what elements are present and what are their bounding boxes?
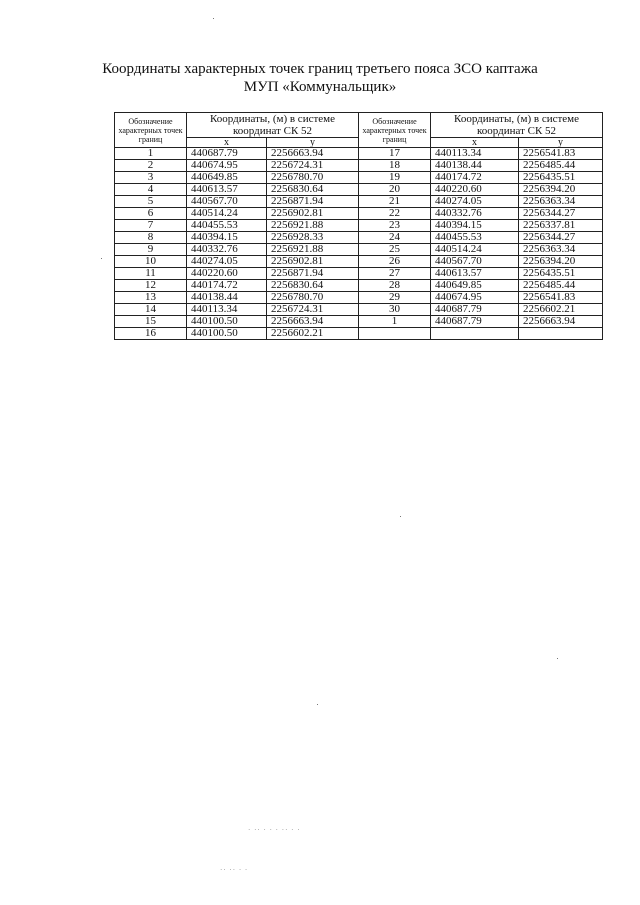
point-number-right: 26 (359, 256, 431, 268)
header-row (115, 113, 603, 138)
x-axis-label-left: x (187, 138, 267, 148)
designation-header-right: Обозначение характерных точек границ (359, 113, 431, 148)
x-coordinate-right: 440113.34 (431, 148, 519, 160)
scan-speck (317, 704, 318, 705)
y-coordinate-left: 2256871.94 (267, 196, 359, 208)
y-coordinate-right: 2256363.34 (519, 196, 603, 208)
y-coordinate-left: 2256780.70 (267, 292, 359, 304)
point-number-right: 25 (359, 244, 431, 256)
y-coordinate-right (519, 328, 603, 340)
x-coordinate-right: 440455.53 (431, 232, 519, 244)
table-row (115, 304, 603, 316)
y-coordinate-left: 2256921.88 (267, 244, 359, 256)
y-coordinate-left: 2256724.31 (267, 160, 359, 172)
x-coordinate-left: 440674.95 (187, 160, 267, 172)
x-coordinate-right: 440687.79 (431, 316, 519, 328)
y-coordinate-right: 2256344.27 (519, 232, 603, 244)
y-coordinate-right: 2256485.44 (519, 160, 603, 172)
point-number-left: 14 (115, 304, 187, 316)
y-coordinate-left: 2256902.81 (267, 208, 359, 220)
y-coordinate-left: 2256830.64 (267, 184, 359, 196)
y-coordinate-right: 2256485.44 (519, 280, 603, 292)
point-number-left: 11 (115, 268, 187, 280)
y-coordinate-left: 2256724.31 (267, 304, 359, 316)
x-coordinate-right: 440274.05 (431, 196, 519, 208)
point-number-left: 10 (115, 256, 187, 268)
x-coordinate-right: 440332.76 (431, 208, 519, 220)
point-number-left: 16 (115, 328, 187, 340)
point-number-left: 15 (115, 316, 187, 328)
x-coordinate-right: 440138.44 (431, 160, 519, 172)
x-coordinate-left: 440687.79 (187, 148, 267, 160)
x-axis-label-right: x (431, 138, 519, 148)
x-coordinate-left: 440455.53 (187, 220, 267, 232)
x-coordinate-right: 440220.60 (431, 184, 519, 196)
y-coordinate-right: 2256337.81 (519, 220, 603, 232)
scan-speck (557, 658, 558, 659)
table-body (115, 148, 603, 340)
table-row (115, 208, 603, 220)
point-number-right: 28 (359, 280, 431, 292)
x-coordinate-left: 440394.15 (187, 232, 267, 244)
point-number-left: 12 (115, 280, 187, 292)
table-row (115, 328, 603, 340)
point-number-right: 29 (359, 292, 431, 304)
point-number-right: 27 (359, 268, 431, 280)
y-coordinate-left: 2256663.94 (267, 148, 359, 160)
title-line-1: Координаты характерных точек границ третьего пояса ЗСО каптажа (102, 61, 538, 77)
point-number-left: 2 (115, 160, 187, 172)
title-line-2: МУП «Коммунальщик» (243, 79, 397, 95)
y-coordinate-right: 2256344.27 (519, 208, 603, 220)
table-row (115, 292, 603, 304)
table-row (115, 220, 603, 232)
scan-speck (400, 516, 401, 517)
y-axis-label-right: y (519, 138, 603, 148)
x-coordinate-left: 440613.57 (187, 184, 267, 196)
x-coordinate-left: 440100.50 (187, 316, 267, 328)
point-number-right: 21 (359, 196, 431, 208)
x-coordinate-right: 440174.72 (431, 172, 519, 184)
table-row (115, 316, 603, 328)
table-row (115, 184, 603, 196)
point-number-right: 22 (359, 208, 431, 220)
point-number-right: 17 (359, 148, 431, 160)
coord-header-right: Координаты, (м) в системе координат СК 52 (431, 113, 603, 138)
point-number-left: 9 (115, 244, 187, 256)
table-row (115, 244, 603, 256)
scan-noise: · ·· · · · ·· · · (248, 826, 301, 834)
x-coordinate-left: 440174.72 (187, 280, 267, 292)
designation-header-left: Обозначение характерных точек границ (115, 113, 187, 148)
x-coordinate-left: 440220.60 (187, 268, 267, 280)
y-coordinate-right: 2256435.51 (519, 172, 603, 184)
y-coordinate-right: 2256394.20 (519, 184, 603, 196)
table-row (115, 268, 603, 280)
point-number-right: 30 (359, 304, 431, 316)
x-coordinate-left: 440138.44 (187, 292, 267, 304)
y-coordinate-left: 2256871.94 (267, 268, 359, 280)
y-coordinate-left: 2256830.64 (267, 280, 359, 292)
y-coordinate-left: 2256602.21 (267, 328, 359, 340)
y-coordinate-right: 2256663.94 (519, 316, 603, 328)
y-coordinate-right: 2256541.83 (519, 292, 603, 304)
point-number-left: 13 (115, 292, 187, 304)
y-coordinate-right: 2256363.34 (519, 244, 603, 256)
y-coordinate-left: 2256780.70 (267, 172, 359, 184)
y-coordinate-left: 2256902.81 (267, 256, 359, 268)
x-coordinate-right: 440567.70 (431, 256, 519, 268)
point-number-right: 19 (359, 172, 431, 184)
x-coordinate-left: 440514.24 (187, 208, 267, 220)
coord-header-left: Координаты, (м) в системе координат СК 52 (187, 113, 359, 138)
point-number-left: 1 (115, 148, 187, 160)
table-row (115, 256, 603, 268)
point-number-left: 5 (115, 196, 187, 208)
scan-noise: ·· ·· · · (220, 866, 249, 874)
table-row (115, 160, 603, 172)
table-row (115, 196, 603, 208)
table-row (115, 280, 603, 292)
point-number-right: 20 (359, 184, 431, 196)
y-coordinate-right: 2256541.83 (519, 148, 603, 160)
x-coordinate-right: 440649.85 (431, 280, 519, 292)
x-coordinate-left: 440567.70 (187, 196, 267, 208)
y-coordinate-right: 2256435.51 (519, 268, 603, 280)
scan-speck (101, 258, 102, 259)
x-coordinate-left: 440332.76 (187, 244, 267, 256)
x-coordinate-right: 440674.95 (431, 292, 519, 304)
point-number-right: 24 (359, 232, 431, 244)
table-row (115, 148, 603, 160)
x-coordinate-right: 440394.15 (431, 220, 519, 232)
x-coordinate-right: 440613.57 (431, 268, 519, 280)
point-number-left: 7 (115, 220, 187, 232)
point-number-right: 1 (359, 316, 431, 328)
x-coordinate-right: 440687.79 (431, 304, 519, 316)
point-number-right (359, 328, 431, 340)
y-coordinate-left: 2256921.88 (267, 220, 359, 232)
table-row (115, 172, 603, 184)
point-number-left: 6 (115, 208, 187, 220)
y-axis-label-left: y (267, 138, 359, 148)
document-title (60, 60, 580, 96)
point-number-right: 18 (359, 160, 431, 172)
point-number-left: 4 (115, 184, 187, 196)
x-coordinate-left: 440113.34 (187, 304, 267, 316)
y-coordinate-right: 2256602.21 (519, 304, 603, 316)
x-coordinate-right: 440514.24 (431, 244, 519, 256)
point-number-right: 23 (359, 220, 431, 232)
y-coordinate-right: 2256394.20 (519, 256, 603, 268)
x-coordinate-right (431, 328, 519, 340)
point-number-left: 3 (115, 172, 187, 184)
x-coordinate-left: 440100.50 (187, 328, 267, 340)
point-number-left: 8 (115, 232, 187, 244)
scan-speck (213, 18, 214, 19)
y-coordinate-left: 2256663.94 (267, 316, 359, 328)
x-coordinate-left: 440274.05 (187, 256, 267, 268)
y-coordinate-left: 2256928.33 (267, 232, 359, 244)
x-coordinate-left: 440649.85 (187, 172, 267, 184)
coordinates-table (114, 112, 603, 340)
table-row (115, 232, 603, 244)
